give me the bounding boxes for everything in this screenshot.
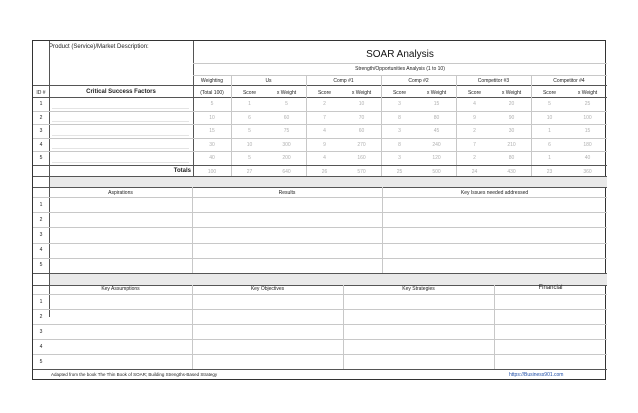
score-header-comp1: Score	[317, 90, 332, 96]
entry-cell[interactable]	[195, 325, 340, 338]
total-weighted: 570	[357, 169, 366, 175]
entry-cell[interactable]	[195, 310, 340, 323]
entry-cell[interactable]	[346, 340, 491, 353]
weight-cell[interactable]: 40	[209, 155, 215, 162]
weighted-cell: 300	[282, 141, 291, 148]
xweight-header-comp1: x Weight	[351, 90, 372, 96]
weighted-cell: 180	[583, 141, 592, 148]
score-cell[interactable]: 1	[548, 128, 551, 135]
weighted-cell: 75	[283, 128, 290, 135]
factor-input[interactable]	[52, 140, 189, 150]
row-id: 5	[39, 155, 43, 162]
total-score: 26	[321, 169, 328, 175]
entry-cell[interactable]	[195, 198, 379, 211]
score-cell[interactable]: 3	[398, 155, 401, 162]
weighted-cell: 10	[358, 101, 365, 107]
row-id: 3	[39, 328, 43, 335]
row-id: 3	[39, 128, 43, 135]
weighted-cell: 160	[357, 155, 366, 162]
total-weighted: 500	[432, 169, 441, 175]
credit-text: Adapted from the book The Thin Book of SOAR; Building Strengths-Based Strategy	[51, 372, 218, 377]
score-cell[interactable]: 3	[398, 101, 401, 107]
score-cell[interactable]: 5	[248, 128, 251, 135]
weighted-cell: 60	[283, 114, 290, 121]
entry-cell[interactable]	[385, 259, 604, 272]
score-cell[interactable]: 1	[548, 155, 551, 162]
score-cell[interactable]: 1	[248, 101, 251, 107]
row-id: 4	[39, 141, 43, 148]
score-cell[interactable]: 8	[398, 141, 401, 148]
entry-cell[interactable]	[385, 228, 604, 241]
soar-sheet	[32, 40, 606, 380]
weighted-cell: 200	[282, 155, 291, 162]
group-header-us: Us	[265, 78, 272, 84]
weighted-cell: 270	[357, 141, 366, 148]
separator-band	[50, 274, 607, 285]
id-header: ID #	[36, 90, 46, 96]
entry-cell[interactable]	[385, 244, 604, 257]
factor-header: Critical Success Factors	[86, 89, 156, 95]
aspirations-header: Aspirations	[108, 190, 133, 196]
entry-cell[interactable]	[52, 259, 189, 272]
row-id: 1	[39, 101, 43, 107]
title-rule	[193, 63, 607, 64]
entry-cell[interactable]	[52, 340, 189, 353]
key-objectives-header: Key Objectives	[250, 286, 285, 292]
weighted-cell: 30	[508, 128, 515, 135]
entry-cell[interactable]	[195, 340, 340, 353]
factor-input[interactable]	[52, 99, 189, 109]
row-id: 4	[39, 247, 43, 254]
score-cell[interactable]: 4	[323, 128, 326, 135]
weighted-cell: 120	[432, 155, 441, 162]
score-cell[interactable]: 6	[248, 114, 251, 121]
totals-weight: 100	[207, 169, 217, 175]
weighting-header: Weighting	[200, 78, 224, 84]
entry-cell[interactable]	[195, 295, 340, 308]
weighted-cell: 70	[358, 114, 365, 121]
row-id: 2	[39, 216, 43, 223]
score-cell[interactable]: 6	[548, 141, 551, 148]
score-header-comp2: Score	[392, 90, 407, 96]
weighted-cell: 15	[584, 128, 591, 135]
group-header-comp2: Comp #2	[408, 78, 429, 84]
row-id: 4	[39, 343, 43, 350]
entry-cell[interactable]	[346, 295, 491, 308]
xweight-header-comp3: x Weight	[501, 90, 522, 96]
entry-cell[interactable]	[385, 198, 604, 211]
score-cell[interactable]: 9	[323, 141, 326, 148]
entry-cell[interactable]	[195, 259, 379, 272]
entry-cell[interactable]	[195, 213, 379, 226]
weight-cell[interactable]: 10	[209, 114, 215, 121]
entry-cell[interactable]	[497, 355, 604, 368]
website-link[interactable]: https://Business901.com	[509, 372, 564, 378]
entry-cell[interactable]	[52, 198, 189, 211]
score-cell[interactable]: 2	[473, 155, 476, 162]
entry-cell[interactable]	[195, 244, 379, 257]
key-assumptions-header: Key Assumptions	[101, 286, 140, 292]
total-weighted: 430	[507, 169, 516, 175]
score-cell[interactable]: 10	[546, 114, 553, 121]
separator-band	[50, 177, 607, 187]
financial-header: Financial	[538, 285, 563, 291]
total-weighted: 640	[282, 169, 291, 175]
total-score: 27	[246, 169, 253, 175]
header-rule	[33, 85, 607, 86]
score-header-comp3: Score	[467, 90, 482, 96]
total-score: 24	[471, 169, 478, 175]
entry-cell[interactable]	[346, 355, 491, 368]
entry-cell[interactable]	[497, 325, 604, 338]
weighted-cell: 80	[433, 114, 440, 121]
weight-cell[interactable]: 5	[210, 101, 214, 107]
total-score: 25	[396, 169, 403, 175]
entry-cell[interactable]	[52, 213, 189, 226]
weighted-cell: 80	[508, 155, 515, 162]
entry-cell[interactable]	[497, 340, 604, 353]
score-cell[interactable]: 2	[473, 128, 476, 135]
entry-cell[interactable]	[346, 325, 491, 338]
group-header-comp4: Competitor #4	[553, 78, 585, 84]
factor-input[interactable]	[52, 126, 189, 136]
key-strategies-header: Key Strategies	[402, 286, 435, 292]
subtitle-rule	[193, 75, 607, 76]
weighted-cell: 15	[433, 101, 440, 107]
entry-cell[interactable]	[497, 310, 604, 323]
xweight-header-comp2: x Weight	[426, 90, 447, 96]
score-header-comp4: Score	[542, 90, 557, 96]
weighted-cell: 5	[285, 101, 288, 107]
score-cell[interactable]: 10	[246, 141, 253, 148]
row-id: 1	[39, 298, 43, 305]
xweight-header-us: x Weight	[276, 90, 297, 96]
key-issues-header: Key Issues needed addressed	[460, 190, 529, 196]
product-description-label: Product (Service)/Market Description:	[49, 44, 149, 50]
entry-cell[interactable]	[346, 310, 491, 323]
score-cell[interactable]: 5	[248, 155, 251, 162]
row-id: 1	[39, 201, 43, 208]
score-cell[interactable]: 7	[473, 141, 476, 148]
sheet-title: SOAR Analysis	[366, 49, 434, 60]
xweight-header-comp4: x Weight	[577, 90, 598, 96]
score-header-us: Score	[242, 90, 257, 96]
weighted-cell: 100	[583, 114, 592, 121]
results-header: Results	[278, 190, 296, 196]
entry-cell[interactable]	[195, 355, 340, 368]
weighted-cell: 25	[584, 101, 591, 107]
weighted-cell: 40	[584, 155, 591, 162]
score-cell[interactable]: 7	[323, 114, 326, 121]
factor-input[interactable]	[52, 113, 189, 123]
entry-cell[interactable]	[52, 228, 189, 241]
group-header-comp1: Comp #1	[333, 78, 354, 84]
weighted-cell: 20	[508, 101, 515, 107]
factor-input[interactable]	[52, 153, 189, 163]
weight-cell[interactable]: 30	[209, 141, 215, 148]
group-header-comp3: Competitor #3	[477, 78, 510, 84]
sheet-subtitle: Strength/Opportunities Analysis (1 to 10)	[355, 66, 445, 72]
row-id: 5	[39, 358, 43, 365]
score-cell[interactable]: 4	[473, 101, 476, 107]
entry-cell[interactable]	[195, 228, 379, 241]
subheader-rule	[33, 97, 607, 98]
row-id: 2	[39, 313, 43, 320]
score-cell[interactable]: 4	[323, 155, 326, 162]
weighted-cell: 240	[432, 141, 441, 148]
weighted-cell: 45	[433, 128, 440, 135]
score-cell[interactable]: 3	[398, 128, 401, 135]
entry-cell[interactable]	[52, 325, 189, 338]
row-id: 5	[39, 262, 43, 269]
entry-cell[interactable]	[52, 310, 189, 323]
entry-cell[interactable]	[497, 295, 604, 308]
weighted-cell: 60	[358, 128, 365, 135]
score-cell[interactable]: 2	[323, 101, 326, 107]
weighting-sub-header: (Total 100)	[200, 90, 224, 96]
weighted-cell: 90	[508, 114, 515, 121]
entry-cell[interactable]	[52, 244, 189, 257]
entry-cell[interactable]	[52, 295, 189, 308]
totals-label: Totals	[173, 168, 191, 174]
row-id: 3	[39, 232, 43, 238]
entry-cell[interactable]	[385, 213, 604, 226]
entry-cell[interactable]	[52, 355, 189, 368]
score-cell[interactable]: 5	[548, 101, 551, 107]
weighted-cell: 210	[507, 141, 516, 148]
total-weighted: 360	[583, 169, 592, 175]
score-cell[interactable]: 8	[398, 114, 401, 121]
weight-cell[interactable]: 15	[209, 128, 215, 135]
row-id: 2	[39, 114, 43, 121]
total-score: 23	[546, 169, 553, 175]
score-cell[interactable]: 9	[473, 114, 476, 121]
